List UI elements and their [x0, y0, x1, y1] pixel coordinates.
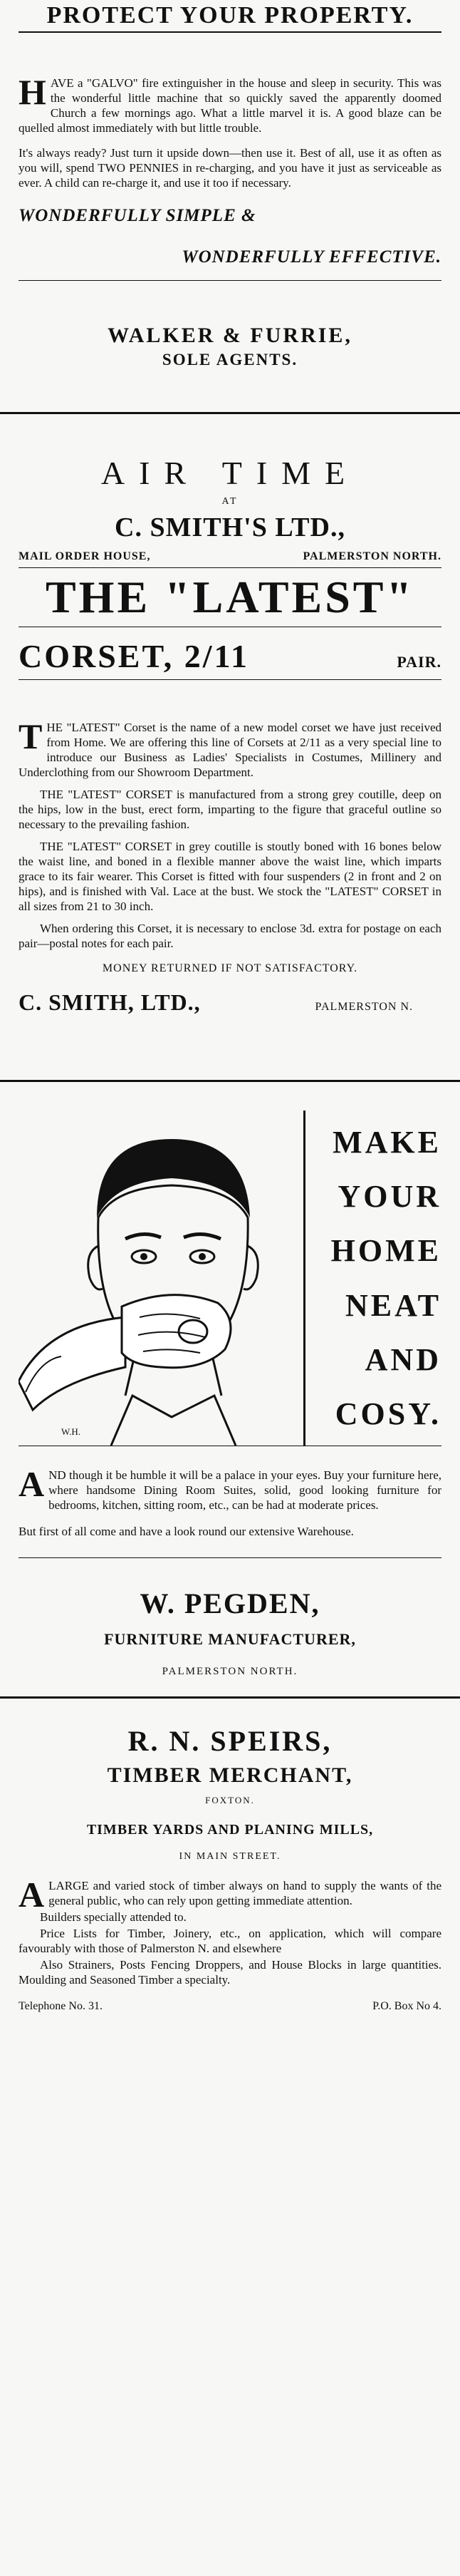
paragraph-text: HE "LATEST" Corset is the name of a new model corset we have just received from Home. We are offering this line of Corsets at 2/11 as a very special line to introduce our Business as Ladies' Specialists in Costumes, Millinery and Underclothing from our Showroom Department. — [19, 721, 441, 779]
business-line: TIMBER YARDS AND PLANING MILLS, — [86, 1822, 374, 1838]
slogan-word: NEAT — [345, 1287, 441, 1323]
advertiser-name: R. N. SPEIRS, — [127, 1725, 333, 1757]
slogan: WONDERFULLY EFFECTIVE. — [182, 247, 441, 267]
address-left: MAIL ORDER HOUSE, — [19, 550, 151, 562]
slogan-word: YOUR — [338, 1178, 441, 1214]
drop-cap: A — [19, 1875, 45, 1915]
timber-merchant-ad — [0, 1696, 460, 2013]
pointing-man-illustration — [19, 1111, 303, 1446]
ad-paragraph: Builders specially attended to. — [40, 1910, 187, 1924]
ad-headline: AIR TIME — [100, 455, 360, 491]
slogan-column — [303, 1111, 441, 1446]
advertiser-name: W. PEGDEN, — [140, 1587, 320, 1619]
ad-paragraph: THE "LATEST" CORSET in grey coutille is stoutly boned with 16 bones below the waist line, and boned in a flexible manner above the waist line, which imparts grace to its fair wearer. This Corset is fitted with four suspenders (2 in front and 2 on hips), and is finished with Val. Lace at the bust. We stock the "LATEST" CORSET in all sizes from 21 to 30 inch. — [19, 840, 441, 913]
ad-paragraph — [19, 1464, 441, 1513]
po-box: P.O. Box No 4. — [372, 2000, 441, 2012]
divider — [19, 1557, 441, 1558]
drop-cap: A — [19, 1464, 45, 1504]
paragraph-text: ND though it be humble it will be a palace in your eyes. Buy your furniture here, where handsome Dining Room Suites, solid, good looking furniture for bedrooms, kitchen, sitting room, etc., can be had at moderate prices. — [48, 1468, 441, 1512]
pupil-left — [140, 1253, 147, 1260]
galvo-extinguisher-ad — [0, 0, 460, 369]
divider — [19, 567, 441, 568]
drop-cap: H — [19, 72, 46, 112]
divider — [19, 280, 441, 281]
advertiser-role: SOLE AGENTS. — [162, 351, 298, 369]
illustration-block — [19, 1111, 441, 1446]
ad-subheading: AT — [221, 496, 239, 507]
collar — [111, 1396, 236, 1446]
ad-paragraph: THE "LATEST" CORSET is manufactured from a strong grey coutille, deep on the hips, low in the bust, erect form, imparting to the figure that graceful outline so necessary to the prevailing fashion. — [19, 788, 441, 831]
product-headline: THE "LATEST" — [45, 572, 415, 622]
advertiser-name: C. SMITH, LTD., — [19, 989, 201, 1015]
product-price-line — [19, 637, 441, 675]
ad-paragraph: But first of all come and have a look round our extensive Warehouse. — [19, 1525, 354, 1538]
telephone-number: Telephone No. 31. — [19, 2000, 103, 2012]
shop-name: C. SMITH'S LTD., — [115, 512, 345, 542]
ad-paragraph: Also Strainers, Posts Fencing Droppers, and House Blocks in large quantities. Moulding and Seasoned Timber a specialty. — [19, 1958, 441, 1987]
drop-cap: T — [19, 716, 43, 756]
business-address: IN MAIN STREET. — [179, 1851, 281, 1862]
pupil-right — [199, 1253, 206, 1260]
corset-ad — [0, 412, 460, 1016]
guarantee-line: MONEY RETURNED IF NOT SATISFACTORY. — [102, 962, 358, 974]
price-unit: PAIR. — [397, 653, 441, 671]
ad-footer — [19, 989, 441, 1016]
advertiser-town: PALMERSTON NORTH. — [162, 1666, 298, 1677]
artist-signature: W.H. — [61, 1426, 80, 1437]
ad-paragraph — [19, 1875, 441, 1915]
slogan-word: HOME — [330, 1233, 441, 1269]
advertiser-trade: TIMBER MERCHANT, — [107, 1763, 353, 1787]
slogan: WONDERFULLY SIMPLE & — [19, 206, 256, 225]
advertiser-town: PALMERSTON N. — [315, 1001, 413, 1013]
shop-address — [19, 550, 441, 563]
slogan-word: COSY. — [335, 1396, 441, 1432]
slogan-word: AND — [365, 1341, 441, 1377]
ad-paragraph — [19, 72, 441, 135]
brow-right — [184, 1234, 221, 1239]
ad-paragraph: Price Lists for Timber, Joinery, etc., on application, which will compare favourably with those of Palmerston N. and elsewhere — [19, 1927, 441, 1955]
hair-shape — [97, 1139, 250, 1217]
advertiser-trade: FURNITURE MANUFACTURER, — [104, 1630, 356, 1648]
pointing-man-drawing — [19, 1111, 303, 1446]
ad-paragraph — [19, 716, 441, 780]
headline-rule — [19, 31, 441, 33]
hand — [122, 1295, 231, 1368]
paragraph-text: LARGE and varied stock of timber always on hand to supply the wants of the general public, who can rely upon getting immediate attention. — [48, 1879, 441, 1907]
advertiser-town: FOXTON. — [205, 1795, 255, 1805]
ad-paragraph: When ordering this Corset, it is necessary to enclose 3d. extra for postage on each pair—postal notes for each pair. — [19, 922, 441, 950]
address-right: PALMERSTON NORTH. — [303, 550, 441, 562]
brow-left — [125, 1234, 161, 1239]
contact-line — [19, 2000, 441, 2013]
ad-paragraph: It's always ready? Just turn it upside down—then use it. Best of all, use it as often as you will, spend TWO PENNIES in re-charging, and you have it just as serviceable as ever. A child can re-charge it, and use it too if necessary. — [19, 146, 441, 190]
product-price: CORSET, 2/11 — [19, 638, 249, 674]
paragraph-text: AVE a "GALVO" fire extinguisher in the house and sleep in security. This was the wonderful little machine that so quickly saved the apparently doomed Church a few mornings ago. What a little marvel it is. A good blaze can be quelled almost immediately with but little trouble. — [19, 76, 441, 135]
sleeve — [19, 1317, 125, 1410]
slogan-word: MAKE — [333, 1124, 441, 1160]
divider — [19, 679, 441, 680]
advertiser-name: WALKER & FURRIE, — [108, 324, 352, 347]
ad-headline: PROTECT YOUR PROPERTY. — [46, 2, 414, 29]
furniture-ad — [0, 1080, 460, 1678]
